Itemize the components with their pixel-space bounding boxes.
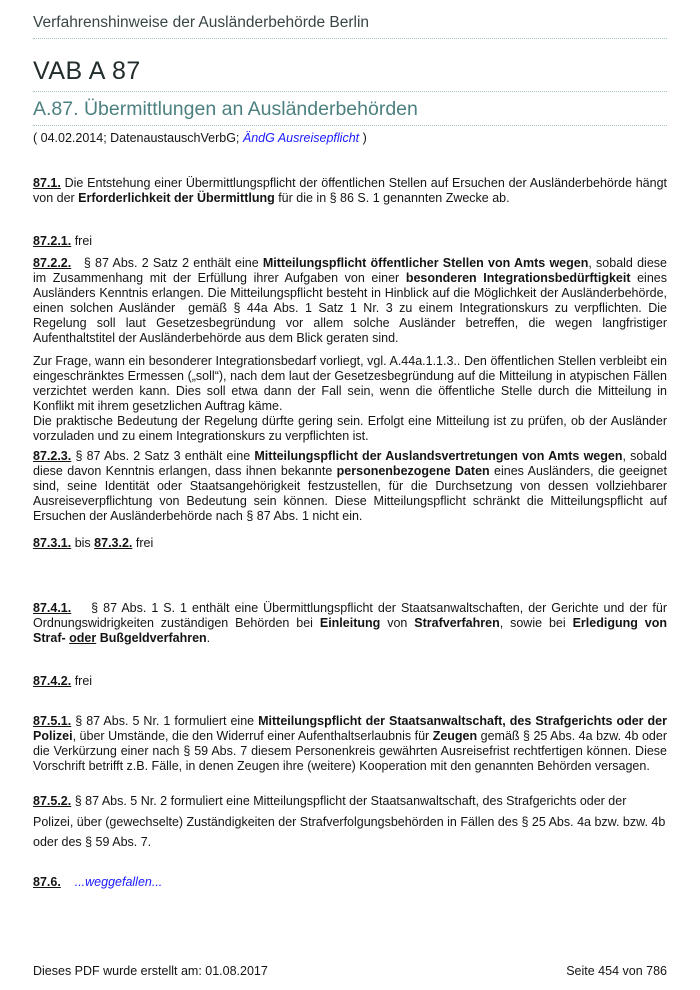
text-run: Zur Frage, wann ein besonderer Integrationsbedarf vorliegt, vgl. A.44a.1.1.3.. Den öffentlichen Stellen verbleibt ein eingeschränktes Ermessen („soll“), nach dem laut der Gesetzesbegründung auf die Mitteilung in atypischen Fällen verzichtet werden kann. Dies soll etwa dann der Fall sein, wenn die öffentliche Stelle durch die Mitteilung in Konflikt mit ihrem gesetzlichen Auftrag käme. — [33, 354, 667, 413]
text-run: Die Entstehung einer Übermittlungspflicht der öffentlichen Stellen auf Ersuchen der Ausländerbehörde hängt von der — [33, 176, 667, 205]
section-number-87-4-1: 87.4.1. — [33, 601, 72, 615]
footer-created-date: Dieses PDF wurde erstellt am: 01.08.2017 — [33, 964, 268, 978]
paragraph-87-2-2 — [33, 256, 667, 346]
text-run: , sobald diese davon Kenntnis erlangen, dass ihnen bekannte — [33, 449, 668, 478]
text-run: § 87 Abs. 5 Nr. 2 formuliert eine Mitteilungspflicht der Staatsanwaltschaft, des Strafgerichts oder der Polizei, über (gewechselte) Zuständigkeiten der Strafverfolgungsbehörden in Fällen des § 25 Abs. 4a bzw. bzw. 4b oder des § 59 Abs. 7. — [33, 794, 666, 849]
text-run: § 87 Abs. 2 Satz 2 enthält eine — [71, 256, 263, 270]
text-run: frei — [132, 536, 154, 550]
section-number-87-1: 87.1. — [33, 176, 61, 190]
section-number-87-2-2: 87.2.2. — [33, 256, 72, 270]
meta-date-text: ( 04.02.2014; DatenaustauschVerbG; — [33, 131, 243, 145]
text-run: frei — [71, 234, 93, 248]
text-run: bis — [71, 536, 95, 550]
section-number-87-5-1: 87.5.1. — [33, 714, 72, 728]
text-run: Erforderlichkeit der Übermittlung — [78, 191, 275, 205]
paragraph-87-4-1 — [33, 601, 667, 646]
text-run — [61, 875, 75, 889]
text-run: für die in § 86 S. 1 genannten Zwecke ab. — [274, 191, 510, 205]
meta-suffix-text: ) — [359, 131, 367, 145]
text-run: Erledigung von Straf- — [33, 616, 667, 645]
text-run: Mitteilungspflicht öffentlicher Stellen von Amts wegen — [262, 256, 589, 270]
section-number-87-3-1: 87.3.1. — [33, 536, 72, 550]
section-number-87-3-2: 87.3.2. — [94, 536, 133, 550]
text-run: Bußgeldverfahren — [96, 631, 207, 645]
meta-link-aendg-ausreisepflicht[interactable]: ÄndG Ausreisepflicht — [242, 131, 360, 145]
text-run: eines Ausländers Kenntnis erlangen. Die Mitteilungspflicht besteht in Hinblick auf die Möglichkeit der Ausländerbehörde, einen solchen Ausländer gemäß § 44a Abs. 1 Satz 1 Nr. 3 zu einem Integrationskurs zu verpflichten. Die Regelung soll laut Gesetzesbegründung vor allem solche Ausländer betreffen, die wegen langfristiger Aufenthaltstitel der Ausländerbehörde aus dem Blick geraten sind. — [33, 271, 667, 345]
text-run: eines Ausländers, die geeignet sind, seine Identität oder Staatsangehörigkeit festzustellen, für die Durchsetzung von dessen vollziehbarer Ausreiseverpflichtung von Bedeutung sein können. Diese Mitteilungspflicht schränkt die Mitteilungspflicht auf Ersuchen der Ausländerbehörde nach § 87 Abs. 1 nicht ein. — [33, 464, 667, 523]
text-run: § 87 Abs. 1 S. 1 enthält eine Übermittlungspflicht der Staatsanwaltschaften, der Gerichte und der für Ordnungswidrigkeiten zuständigen Behörden bei — [33, 601, 667, 630]
text-run: besonderen Integrationsbedürftigkeit — [405, 271, 631, 285]
text-run: , über Umstände, die den Widerruf einer Aufenthaltserlaubnis für — [72, 729, 433, 743]
text-run: Einleitung — [319, 616, 381, 630]
header-title: Verfahrenshinweise der Ausländerbehörde Berlin — [33, 14, 370, 31]
text-run: Strafverfahren — [414, 616, 500, 630]
text-run: , sobald diese im Zusammenhang mit der Erfüllung ihrer Aufgaben von einer — [33, 256, 667, 285]
paragraph-87-6 — [33, 875, 667, 890]
text-run: oder — [69, 631, 97, 645]
footer-page-number: Seite 454 von 786 — [566, 964, 667, 978]
document-header — [33, 14, 667, 39]
text-run: personenbezogene Daten — [336, 464, 490, 478]
paragraph-87-3-1-bis-87-3-2 — [33, 536, 667, 551]
section-number-87-4-2: 87.4.2. — [33, 674, 72, 688]
text-run: . — [206, 631, 211, 645]
paragraph-87-2-1 — [33, 234, 667, 249]
section-heading: A.87. Übermittlungen an Ausländerbehörden — [33, 98, 667, 126]
section-number-87-5-2: 87.5.2. — [33, 794, 72, 808]
paragraph-87-2-2-continued — [33, 354, 667, 444]
paragraph-87-5-2 — [33, 791, 667, 853]
text-run: Die praktische Bedeutung der Regelung dürfte gering sein. Erfolgt eine Mitteilung ist zu prüfen, ob der Ausländer vorzuladen und zu einem Integrationskurs zu verpflichten ist. — [33, 414, 667, 443]
text-run: § 87 Abs. 2 Satz 3 enthält eine — [71, 449, 255, 463]
text-run: frei — [71, 674, 93, 688]
paragraph-87-5-1 — [33, 714, 667, 774]
paragraph-87-2-3 — [33, 449, 667, 524]
link-weggefallen[interactable]: ...weggefallen... — [74, 874, 163, 889]
text-run: Zeugen — [432, 729, 478, 743]
page-title: VAB A 87 — [33, 57, 667, 92]
paragraph-87-1 — [33, 176, 667, 206]
section-number-87-2-3: 87.2.3. — [33, 449, 72, 463]
section-number-87-6: 87.6. — [33, 874, 61, 889]
section-number-87-2-1: 87.2.1. — [33, 234, 72, 248]
text-run: § 87 Abs. 5 Nr. 1 formuliert eine — [71, 714, 259, 728]
text-run: gemäß § 25 Abs. 4a bzw. 4b oder die Verkürzung einer nach § 59 Abs. 7 diesem Personenkreis gewährten Ausreisefrist rechtfertigen können. Diese Vorschrift betrifft z.B. Fälle, in denen Zeugen ihre (weitere) Kooperation mit den genannten Behörden versagen. — [33, 729, 667, 773]
text-run: von — [380, 616, 415, 630]
page-footer — [33, 964, 667, 978]
meta-line — [33, 131, 667, 145]
paragraph-87-4-2 — [33, 674, 667, 689]
text-run: Mitteilungspflicht der Auslandsvertretungen von Amts wegen — [254, 449, 623, 463]
text-run: Mitteilungspflicht der Staatsanwaltschaft, des Strafgerichts oder der Polizei — [33, 714, 667, 743]
text-run: , sowie bei — [499, 616, 573, 630]
